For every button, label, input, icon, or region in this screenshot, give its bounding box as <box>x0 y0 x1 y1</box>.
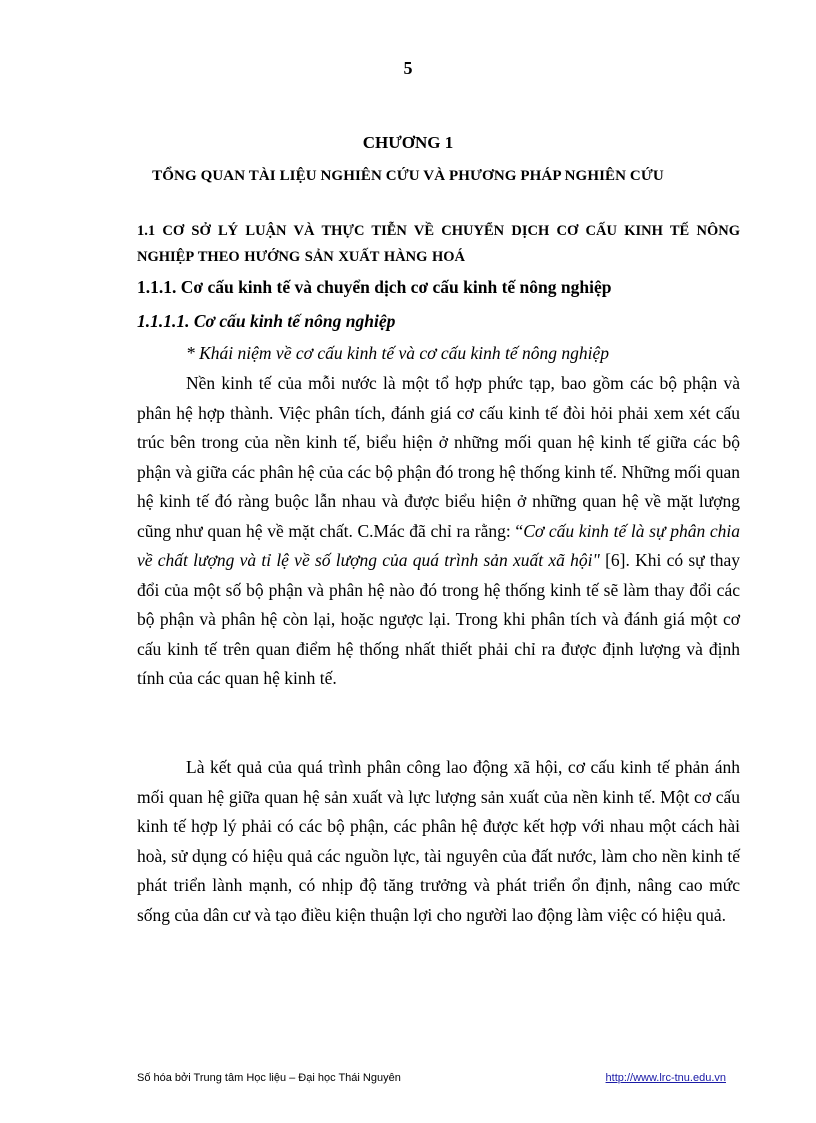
page-number: 5 <box>403 58 413 78</box>
paragraph-1-text-end: [6]. Khi có sự thay đổi của một số bộ phận và phân hệ nào đó trong hệ thống kinh tế sẽ làm thay đổi các bộ phận và phân hệ còn lại, hoặc ngược lại. Trong khi phân tích và đánh giá một cơ cấu kinh tế trên quan điểm hệ thống nhất thiết phải chỉ ra được định lượng và định tính của các quan hệ kinh tế. <box>137 550 740 688</box>
chapter-label: CHƯƠNG 1 <box>362 133 454 152</box>
subsubsection-heading: 1.1.1.1. Cơ cấu kinh tế nông nghiệp <box>137 311 396 331</box>
section-heading: 1.1 CƠ SỞ LÝ LUẬN VÀ THỰC TIỄN VỀ CHUYỂN DỊCH CƠ CẤU KINH TẾ NÔNG NGHIỆP THEO HƯỚNG SẢN XUẤT HÀNG HOÁ <box>137 223 740 265</box>
marx-quote: Cơ cấu kinh tế là sự phân chia về chất lượng và tỉ lệ về số lượng của quá trình sản xuất xã hội" <box>137 520 740 570</box>
footer-source-text: Số hóa bởi Trung tâm Học liệu – Đại học Thái Nguyên <box>137 1072 401 1084</box>
subsection-heading: 1.1.1. Cơ cấu kinh tế và chuyển dịch cơ cấu kinh tế nông nghiệp <box>137 277 612 297</box>
paragraph-1-text-start: Nền kinh tế của mỗi nước là một tổ hợp phức tạp, bao gồm các bộ phận và phân hệ hợp thành. Việc phân tích, đánh giá cơ cấu kinh tế đòi hỏi phải xem xét cấu trúc bên trong của nền kinh tế, biểu hiện ở những mối quan hệ kinh tế giữa các bộ phận và giữa các phân hệ của các bộ phận đó trong hệ thống kinh tế. Những mối quan hệ kinh tế đó ràng buộc lẫn nhau và được biểu hiện ở những quan hệ về mặt lượng cũng như quan hệ về mặt chất. C.Mác đã chỉ ra rằng: “ <box>137 373 740 541</box>
footer-website-link[interactable]: http://www.lrc-tnu.edu.vn <box>605 1072 726 1084</box>
concept-heading: * Khái niệm về cơ cấu kinh tế và cơ cấu kinh tế nông nghiệp <box>186 343 609 363</box>
body-paragraph-1 <box>137 369 740 694</box>
chapter-title: TỔNG QUAN TÀI LIỆU NGHIÊN CỨU VÀ PHƯƠNG PHÁP NGHIÊN CỨU <box>152 168 664 184</box>
body-paragraph-2: Là kết quả của quá trình phân công lao động xã hội, cơ cấu kinh tế phản ánh mối quan hệ giữa quan hệ sản xuất và lực lượng sản xuất của nền kinh tế. Một cơ cấu kinh tế hợp lý phải có các bộ phận, các phân hệ được kết hợp với nhau một cách hài hoà, sử dụng có hiệu quả các nguồn lực, tài nguyên của đất nước, làm cho nền kinh tế phát triển lành mạnh, có nhịp độ tăng trưởng và phát triển ổn định, nâng cao mức sống của dân cư và tạo điều kiện thuận lợi cho người lao động làm việc có hiệu quả. <box>137 757 740 925</box>
